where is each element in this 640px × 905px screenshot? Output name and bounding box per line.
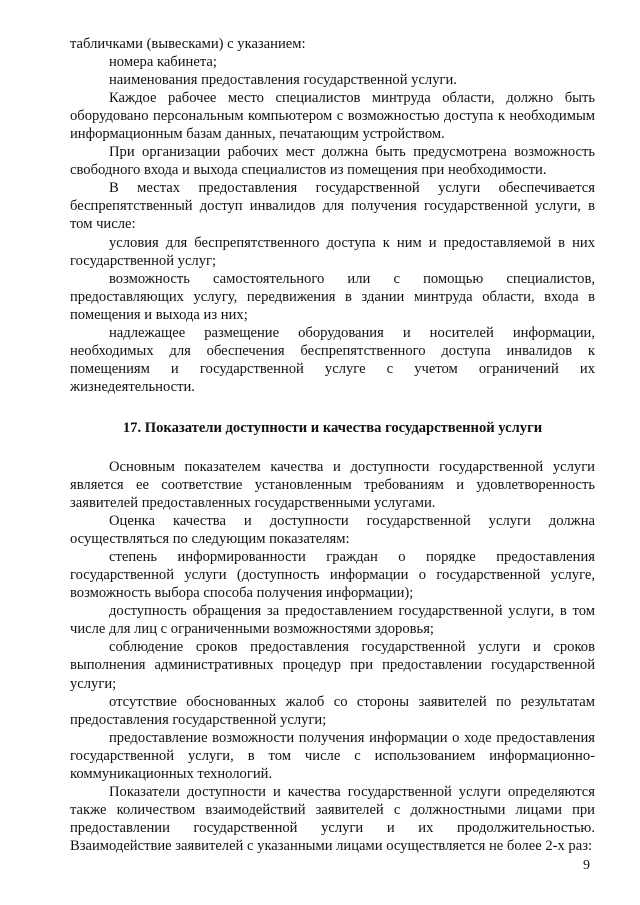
paragraph: Оценка качества и доступности государственной услуги должна осуществляться по следующим показателям: (70, 513, 595, 548)
page-number: 9 (583, 858, 590, 873)
paragraph: Основным показателем качества и доступности государственной услуги является ее соответствие установленным требованиям и удовлетворенность заявителей предоставленных государственными услугами. (70, 458, 595, 512)
paragraph: табличками (вывесками) с указанием: (70, 36, 306, 52)
section-heading: 17. Показатели доступности и качества государственной услуги (122, 419, 543, 436)
list-item: номера кабинета; (109, 54, 217, 71)
list-item: предоставление возможности получения информации о ходе предоставления государственной услуги, в том числе с использованием информационно-коммуникационных технологий. (70, 729, 595, 782)
list-item: степень информированности граждан о порядке предоставления государственной услуги (доступность информации о государственной услуге, возможность выбора способа получения информации); (70, 549, 595, 602)
list-item: возможность самостоятельного или с помощью специалистов, предоставляющих услугу, передвижения в здании минтруда области, входа в помещения и выхода из них; (70, 270, 595, 323)
list-item: условия для беспрепятственного доступа к ним и предоставляемой в них государственной услуг; (70, 234, 595, 269)
list-item: наименования предоставления государственной услуги. (109, 72, 457, 89)
paragraph: В местах предоставления государственной услуги обеспечивается беспрепятственный доступ инвалидов для получения государственной услуги, в том числе: (70, 180, 595, 233)
paragraph: При организации рабочих мест должна быть предусмотрена возможность свободного входа и выхода специалистов из помещения при необходимости. (70, 144, 595, 179)
paragraph: Каждое рабочее место специалистов минтруда области, должно быть оборудовано персональным компьютером с возможностью доступа к необходимым информационным базам данных, печатающим устройством. (70, 90, 595, 143)
list-item: доступность обращения за предоставлением государственной услуги, в том числе для лиц с ограниченными возможностями здоровья; (70, 603, 595, 638)
list-item: отсутствие обоснованных жалоб со стороны заявителей по результатам предоставления государственной услуги; (70, 693, 595, 728)
paragraph: Показатели доступности и качества государственной услуги определяются также количеством взаимодействий заявителей с должностными лицами при предоставлении государственной услуги и их продолжительностью. Взаимодействие заявителей с указанными лицами осуществляется не более 2-х раз: (70, 783, 595, 854)
list-item: надлежащее размещение оборудования и носителей информации, необходимых для обеспечения беспрепятственного доступа инвалидов к помещениям и государственной услуге с учетом ограничений их жизнедеятельности. (70, 324, 595, 395)
document-page (70, 35, 595, 855)
list-item: соблюдение сроков предоставления государственной услуги и сроков выполнения административных процедур при предоставлении государственной услуги; (70, 639, 595, 692)
